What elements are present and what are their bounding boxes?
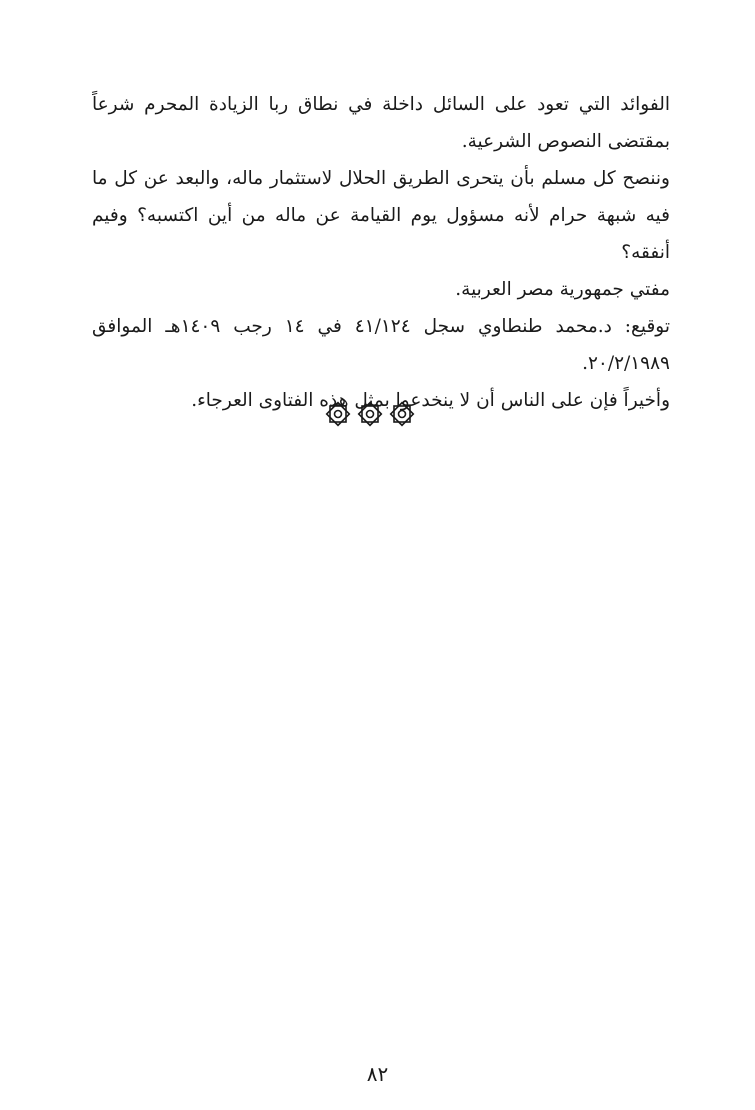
paragraph-conclusion: وأخيراً فإن على الناس أن لا ينخدعوا بمثل هذه الفتاوى العرجاء. — [191, 390, 670, 411]
page-number: ٨٢ — [366, 1062, 389, 1086]
paragraph-signature: توقيع: د.محمد طنطاوي سجل ٤١/١٢٤ في ١٤ رجب ١٤٠٩هـ الموافق ٢٠/٢/١٩٨٩. — [92, 316, 670, 374]
eight-point-star-ornament-icon — [324, 400, 352, 428]
eight-point-star-ornament-icon — [388, 400, 416, 428]
paragraph-mufti-title: مفتي جمهورية مصر العربية. — [455, 279, 670, 300]
paragraph-riba-ruling: الفوائد التي تعود على السائل داخلة في نطاق ربا الزيادة المحرم شرعاً بمقتضى النصوص الشرعية. — [92, 94, 670, 152]
paragraph-advice: وننصح كل مسلم بأن يتحرى الطريق الحلال لاستثمار ماله، والبعد عن كل ما فيه شبهة حرام لأنه مسؤول يوم القيامة عن ماله من أين اكتسبه؟ وفيم أنفقه؟ — [92, 168, 670, 263]
body-text — [92, 86, 670, 419]
eight-point-star-ornament-icon — [356, 400, 384, 428]
section-end-ornament — [324, 400, 416, 428]
